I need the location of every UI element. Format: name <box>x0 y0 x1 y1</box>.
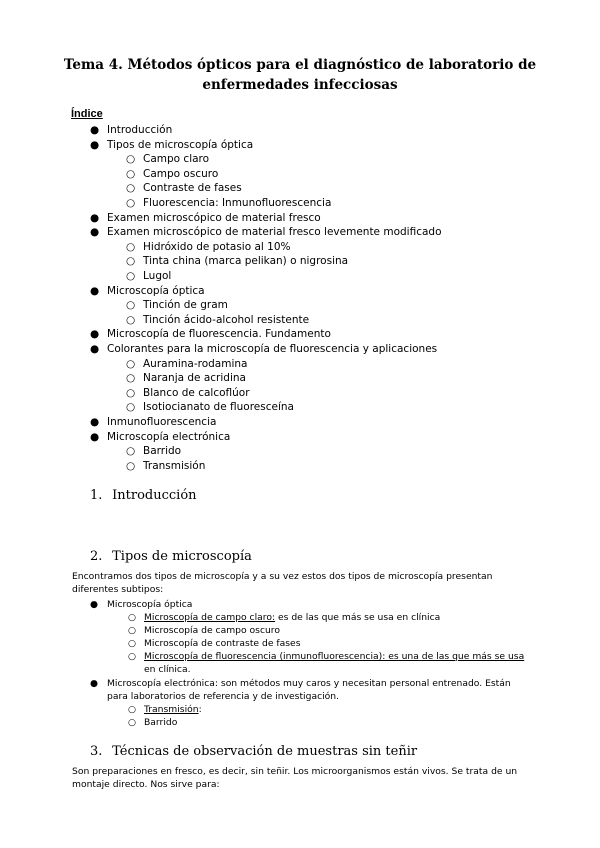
toc-item: Contraste de fases <box>143 182 242 195</box>
bullet-filled: ● <box>90 599 99 610</box>
bullet-hollow: ○ <box>128 704 137 715</box>
bullet-hollow: ○ <box>126 240 136 253</box>
toc-item: Auramina-rodamina <box>143 357 248 370</box>
list-item-electronica: Microscopía electrónica: son métodos muy caros y necesitan personal entrenado. Están para laboratorios de referencia y de investigación. <box>107 678 511 702</box>
bullet-hollow: ○ <box>126 386 136 399</box>
bullet-filled: ● <box>90 138 100 151</box>
list-item-barrido: Barrido <box>144 717 178 728</box>
list-item-contraste: Microscopía de contraste de fases <box>144 638 301 649</box>
toc-item: Campo oscuro <box>143 167 219 180</box>
section-1-heading <box>90 488 197 503</box>
bullet-hollow: ○ <box>126 445 136 458</box>
list-item-campo-claro <box>144 611 529 624</box>
toc-item: Microscopía de fluorescencia. Fundamento <box>107 328 331 341</box>
toc-item: Fluorescencia: Inmunofluorescencia <box>143 197 332 209</box>
section-number: 2. <box>90 549 103 564</box>
bullet-hollow: ○ <box>126 197 136 209</box>
fluorescencia-label: Microscopía de fluorescencia (inmunofluorescencia): es una de las que más se usa <box>144 651 525 662</box>
bullet-hollow: ○ <box>126 401 136 414</box>
toc-item: Campo claro <box>143 153 210 166</box>
toc-item: Blanco de calcoflúor <box>143 386 250 399</box>
bullet-filled: ● <box>90 211 100 224</box>
section-title: Técnicas de observación de muestras sin teñir <box>112 744 418 759</box>
list-item-optica: Microscopía óptica <box>107 599 193 610</box>
toc-item: Examen microscópico de material fresco <box>107 211 321 224</box>
bullet-hollow: ○ <box>126 357 136 370</box>
bullet-hollow: ○ <box>128 638 137 649</box>
toc-item: Naranja de acridina <box>143 372 246 385</box>
bullet-filled: ● <box>90 226 100 239</box>
transmision-label: Transmisión <box>144 704 199 715</box>
toc-item: Tinta china (marca pelikan) o nigrosina <box>143 255 349 268</box>
bullet-filled: ● <box>90 416 100 428</box>
index-heading: Índice <box>71 108 103 120</box>
toc-item: Colorantes para la microscopía de fluorescencia y aplicaciones <box>107 343 438 355</box>
toc-item: Hidróxido de potasio al 10% <box>143 240 291 253</box>
document-title: Tema 4. Métodos ópticos para el diagnóstico de laboratorio de enfermedades infecciosas <box>63 57 537 93</box>
section-number: 3. <box>90 744 103 759</box>
bullet-filled: ● <box>90 430 100 443</box>
section-title: Introducción <box>112 488 197 503</box>
toc-item: Microscopía óptica <box>107 284 205 297</box>
section-2-intro: Encontramos dos tipos de microscopía y a su vez estos dos tipos de microscopía presentan diferentes subtipos: <box>72 571 493 595</box>
bullet-hollow: ○ <box>126 167 136 180</box>
bullet-filled: ● <box>90 124 100 136</box>
bullet-filled: ● <box>90 343 100 355</box>
bullet-hollow: ○ <box>126 255 136 268</box>
bullet-hollow: ○ <box>126 270 136 282</box>
list-item-fluorescencia <box>144 650 529 676</box>
toc-item: Tinción de gram <box>143 299 228 312</box>
toc-item: Isotiocianato de fluoresceína <box>143 401 294 414</box>
bullet-filled: ● <box>90 678 99 689</box>
list-item-campo-oscuro: Microscopía de campo oscuro <box>144 625 281 636</box>
bullet-hollow: ○ <box>128 612 137 623</box>
section-3-text: Son preparaciones en fresco, es decir, sin teñir. Los microorganismos están vivos. Se trata de un montaje directo. Nos sirve para: <box>72 766 518 790</box>
fluorescencia-cont: en clínica. <box>144 664 191 675</box>
bullet-hollow: ○ <box>126 299 136 312</box>
list-item-transmision <box>144 703 529 716</box>
bullet-hollow: ○ <box>126 313 136 326</box>
toc-item: Transmisión <box>143 459 206 472</box>
bullet-filled: ● <box>90 328 100 341</box>
bullet-hollow: ○ <box>128 717 137 728</box>
bullet-hollow: ○ <box>126 182 136 195</box>
toc-item: Examen microscópico de material fresco levemente modificado <box>107 226 442 239</box>
toc-item: Inmunofluorescencia <box>107 416 217 428</box>
toc-item: Tipos de microscopía óptica <box>107 138 254 151</box>
bullet-hollow: ○ <box>126 372 136 385</box>
toc-item: Barrido <box>143 445 182 458</box>
toc-item: Microscopía electrónica <box>107 430 231 443</box>
section-title: Tipos de microscopía <box>112 549 252 564</box>
toc-item: Introducción <box>107 124 173 136</box>
toc-item: Tinción ácido-alcohol resistente <box>143 313 310 326</box>
bullet-filled: ● <box>90 284 100 297</box>
section-2-heading <box>90 549 252 564</box>
bullet-hollow: ○ <box>126 459 136 472</box>
section-number: 1. <box>90 488 103 503</box>
campo-claro-label: Microscopía de campo claro: <box>144 612 276 623</box>
bullet-hollow: ○ <box>128 625 137 636</box>
bullet-hollow: ○ <box>128 651 137 662</box>
bullet-hollow: ○ <box>126 153 136 166</box>
section-3-heading <box>90 744 417 759</box>
colon: : <box>198 704 202 715</box>
campo-claro-text: es de las que más se usa en clínica <box>275 612 441 623</box>
toc-item: Lugol <box>143 270 172 282</box>
